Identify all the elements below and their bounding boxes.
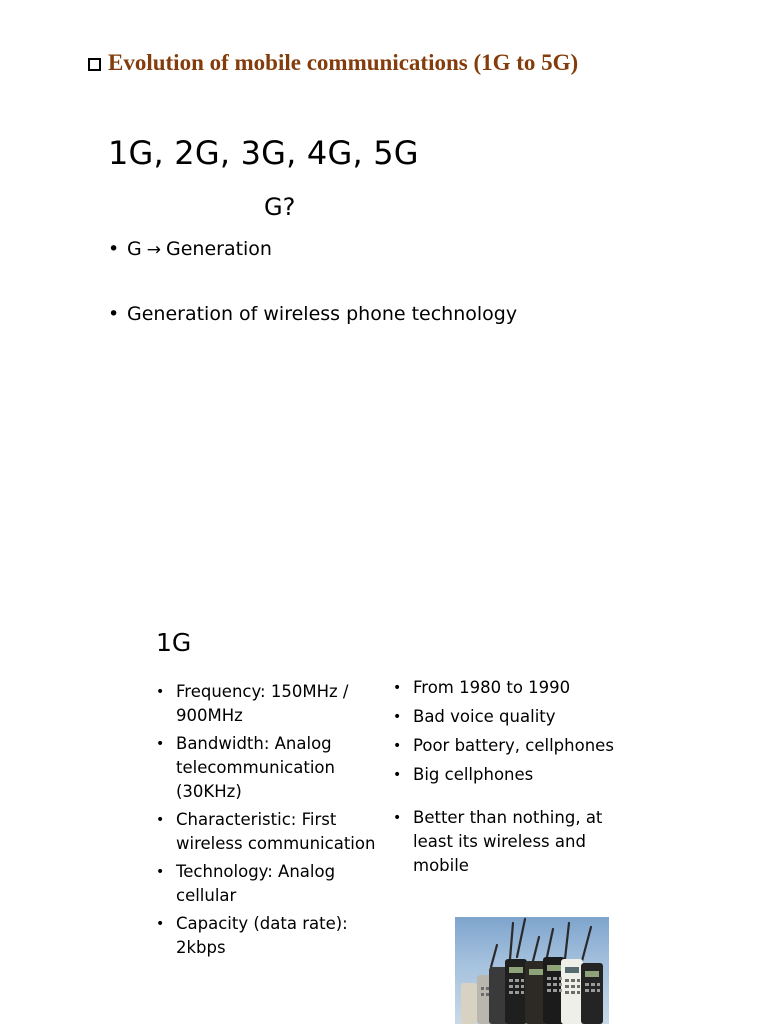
cellphones-illustration — [455, 917, 609, 1024]
list-item: • Frequency: 150MHz / 900MHz — [156, 682, 349, 725]
checkbox-bullet-icon — [88, 58, 101, 71]
list-item: • Big cellphones — [393, 763, 623, 787]
bullet-text: Generation of wireless phone technology — [127, 303, 518, 325]
bullet-dot-icon: • — [393, 680, 402, 696]
list-item: • Bad voice quality — [393, 705, 623, 729]
right-bullet-list — [393, 676, 623, 883]
arrow-right-icon: → — [146, 240, 161, 260]
list-item: • Poor battery, cellphones — [393, 734, 623, 758]
list-item: • From 1980 to 1990 — [393, 676, 623, 700]
g-question: G? — [264, 193, 296, 221]
bullet-suffix: Generation — [165, 238, 272, 260]
bullet-dot-icon: • — [156, 736, 165, 752]
section-heading-text: Evolution of mobile communications (1G to 5G) — [108, 50, 579, 75]
bullet-dot-icon: • — [393, 709, 402, 725]
bullet-dot-icon: • — [156, 864, 165, 880]
bullet-dot-icon: • — [108, 303, 120, 325]
bullet-dot-icon: • — [393, 767, 402, 783]
bullet-wireless-generation — [108, 303, 517, 325]
bullet-dot-icon: • — [156, 812, 165, 828]
bullet-dot-icon: • — [393, 738, 402, 754]
bullet-g-generation — [108, 238, 272, 260]
list-item: • Characteristic: First wireless communication — [156, 810, 376, 853]
left-bullet-list — [156, 680, 380, 964]
bullet-dot-icon: • — [156, 684, 165, 700]
list-item: • Capacity (data rate): 2kbps — [156, 914, 348, 957]
list-item: • Technology: Analog cellular — [156, 862, 336, 905]
bullet-prefix: G — [127, 238, 142, 260]
slide-title-1g: 1G — [156, 628, 192, 657]
old-cellphones-photo — [455, 917, 609, 1024]
bullet-dot-icon: • — [156, 916, 165, 932]
list-item: • Better than nothing, at least its wireless and mobile — [393, 808, 603, 875]
generations-title: 1G, 2G, 3G, 4G, 5G — [108, 134, 419, 172]
section-heading — [88, 50, 578, 76]
bullet-dot-icon: • — [393, 810, 402, 826]
list-item: • Bandwidth: Analog telecommunication (30KHz) — [156, 734, 335, 801]
bullet-dot-icon: • — [108, 238, 120, 260]
